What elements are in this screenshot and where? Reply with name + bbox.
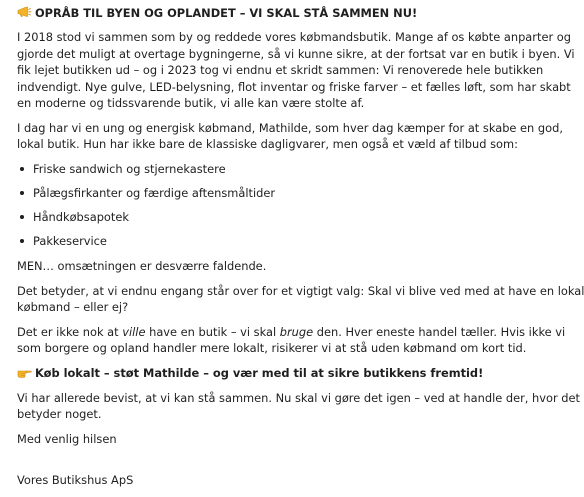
emphasis-bruge: bruge bbox=[279, 324, 314, 339]
paragraph-line bbox=[17, 325, 565, 339]
list-item-text: Pakkeservice bbox=[33, 233, 107, 248]
paragraph-choice bbox=[17, 283, 584, 316]
paragraph-line: Det betyder, at vi endnu engang står over for et vigtigt valg: Skal vi blive ved med at have en lokal bbox=[17, 283, 584, 298]
blank-line bbox=[17, 455, 537, 472]
bullet-icon bbox=[20, 191, 24, 195]
signature: Vores Butikshus ApS bbox=[17, 473, 134, 487]
list-item-text: Friske sandwich og stjernekastere bbox=[33, 161, 226, 176]
paragraph-line: betyder noget. bbox=[17, 407, 102, 421]
paragraph-line: I dag har vi en ung og energisk købmand, Mathilde, som hver dag kæmper for at skabe en god, bbox=[17, 120, 563, 135]
paragraph-history bbox=[17, 29, 575, 112]
post-heading bbox=[17, 5, 537, 22]
paragraph-line: indvendigt. Nye gulve, LED-belysning, flot inventar og friske farver – et fælles løft, som har skabt bbox=[17, 79, 571, 94]
bullet-icon bbox=[20, 167, 24, 171]
bullet-icon bbox=[20, 239, 24, 243]
text-segment: have en butik – vi skal bbox=[145, 324, 280, 339]
bullet-icon bbox=[20, 215, 24, 219]
emphasis-ville: ville bbox=[122, 324, 146, 339]
list-item bbox=[17, 209, 537, 226]
cta-text: Køb lokalt – støt Mathilde – og vær med til at sikre butikkens fremtid! bbox=[35, 365, 484, 380]
list-item-text: Pålægsfirkanter og færdige aftensmåltider bbox=[33, 185, 276, 200]
paragraph-use-it bbox=[17, 324, 566, 357]
paragraph-line: lokal butik. Hun har ikke bare de klassiske dagligvarer, men også et væld af tilbud som: bbox=[17, 137, 518, 151]
paragraph-line: I 2018 stod vi sammen som by og reddede vores købmandsbutik. Mange af os købte anparter og bbox=[17, 30, 571, 44]
list-item bbox=[17, 161, 537, 178]
call-to-action bbox=[17, 365, 537, 382]
offers-list bbox=[17, 161, 537, 250]
list-item bbox=[17, 233, 537, 250]
post-body bbox=[17, 5, 584, 497]
paragraph-line: Vi har allerede bevist, at vi kan stå sammen. Nu skal vi gøre det igen – ved at handle der, hvor det bbox=[17, 390, 580, 405]
paragraph-today bbox=[17, 120, 563, 153]
paragraph-line: gjorde det muligt at overtage bygningerne, så vi kunne sikre, at der fortsat var en butik i byen. Vi bbox=[17, 46, 575, 61]
text-segment: Det er ikke nok at bbox=[17, 324, 123, 339]
text-segment: den. Hver eneste handel tæller. Hvis ikke vi bbox=[313, 324, 566, 339]
list-item bbox=[17, 185, 537, 202]
pointing-hand-icon bbox=[17, 366, 32, 378]
paragraph-line: købmand – eller ej? bbox=[17, 300, 129, 314]
list-item-text: Håndkøbsapotek bbox=[33, 209, 129, 224]
paragraph-proven bbox=[17, 390, 580, 423]
paragraph-line: som borgere og opland handler mere lokalt, risikerer vi at stå uden købmand om kort tid. bbox=[17, 341, 527, 355]
megaphone-icon bbox=[17, 6, 32, 18]
paragraph-revenue: MEN… omsætningen er desværre faldende. bbox=[17, 259, 267, 273]
paragraph-line: fik lejet butikken ud – og i 2023 tog vi endnu et skridt sammen: Vi renoverede hele butikken bbox=[17, 63, 544, 77]
paragraph-line: en moderne og tidssvarende butik, vi alle kan være stolte af. bbox=[17, 96, 365, 110]
heading-text: OPRÅB TIL BYEN OG OPLANDET – VI SKAL STÅ SAMMEN NU! bbox=[35, 6, 418, 20]
closing-greeting: Med venlig hilsen bbox=[17, 431, 117, 446]
